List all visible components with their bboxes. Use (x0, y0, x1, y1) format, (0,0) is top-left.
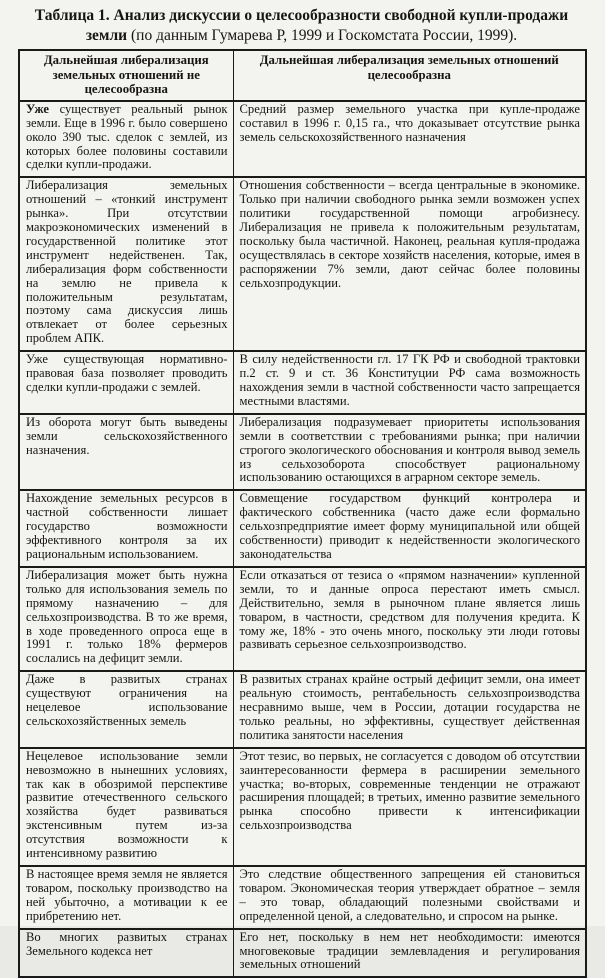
cell-against: Даже в развитых странах существуют ограничения на нецелевое использование сельскохозяйственных земель (19, 671, 233, 748)
table-row (19, 671, 586, 748)
table-row (19, 490, 586, 567)
cell-for: Средний размер земельного участка при купле-продаже составил в 1996 г. 0,15 га., что доказывает отсутствие рынка земель сельскохозяйственного назначения (233, 101, 586, 178)
cell-for: В развитых странах крайне острый дефицит земли, она имеет реальную стоимость, рентабельность сельхозпроизводства несравнимо выше, чем в России, дотации государства не только реальны, но эффективны, существует действенная политика занятости населения (233, 671, 586, 748)
cell-against: Во многих развитых странах Земельного кодекса нет (19, 929, 233, 978)
table-title (18, 6, 585, 46)
cell-against: В настоящее время земля не является товаром, поскольку производство на ней убыточно, а мотивации к ее прибретению нет. (19, 866, 233, 929)
cell-for: Либерализация подразумевает приоритеты использования земли в соответствии с требованиями рынка; при наличии строгого экологического обоснования и контроля вывод земель из сельхозоборота способствует рациональному использованию остающихся в аграрном секторе земель. (233, 414, 586, 491)
table-row (19, 177, 586, 351)
cell-for: Это следствие общественного запрещения ей становиться товаром. Экономическая теория утверждает обратное – земля – это товар, обладающий полезными свойствами и определенной ценой, а следовательно, и спросом на рынке. (233, 866, 586, 929)
cell-for: В силу недейственности гл. 17 ГК РФ и свободной трактовки п.2 ст. 9 и ст. 36 Конституции РФ сама возможность нахождения земли в частной собственности часто запрещается местными властями. (233, 351, 586, 414)
cell-for: Отношения собственности – всегда центральные в экономике. Только при наличии свободного рынка земли возможен успех политики государственной помощи агробизнесу. Либерализация не привела к положительным результатам, поскольку была частичной. Наконец, реальная купля-продажа осуществлялась в секторе хозяйств населения, которые, имея в распоряжении 7% земли, дают сейчас более половины сельхозпродукции. (233, 177, 586, 351)
analysis-table (18, 49, 587, 978)
table-title-source: (по данным Гумарева Р, 1999 и Госкомстата России, 1999). (127, 27, 518, 44)
header-cell-for: Дальнейшая либерализация земельных отношений целесообразна (233, 50, 586, 101)
header-row (19, 50, 586, 101)
table-row (19, 929, 586, 978)
table-row (19, 101, 586, 178)
cell-lead-bold: Уже (26, 101, 50, 116)
table-row (19, 866, 586, 929)
table-title-main: Таблица 1. Анализ дискуссии о целесообразности свободной купли-продажи земли (34, 7, 569, 44)
cell-against (19, 101, 233, 178)
cell-against: Либерализация земельных отношений – «тонкий инструмент рынка». При отсутствии макроэкономических изменений в государственной политике этот инструмент недейственен. Так, либерализация форм собственности на землю не привела к положительным результатам, поэтому сама дискуссия лишь отвлекает от более серьезных проблем АПК. (19, 177, 233, 351)
cell-against: Нецелевое использование земли невозможно в нынешних условиях, так как в обозримой перспективе развитие отечественного сельского хозяйства будет развиваться экстенсивным путем из-за отсутствия возможности к интенсивному развитию (19, 748, 233, 866)
cell-for: Если отказаться от тезиса о «прямом назначении» купленной земли, то и данные опроса перестают иметь смысл. Действительно, земля в рыночном плане является лишь товаром, в частности, средством для получения кредита. К тому же, 18% - это очень много, поскольку эти люди готовы развивать серьезное сельхозпроизводство. (233, 567, 586, 671)
table-row (19, 351, 586, 414)
table-row (19, 414, 586, 491)
cell-against: Из оборота могут быть выведены земли сельскохозяйственного назначения. (19, 414, 233, 491)
cell-for: Этот тезис, во первых, не согласуется с доводом об отсутствии заинтересованности фермера в расширении земельного участка; во-вторых, современные тенденции не отражают расширения площадей; в третьих, именно развитие земельного рынка способно привести к интенсификации сельхозпроизводства (233, 748, 586, 866)
cell-against: Нахождение земельных ресурсов в частной собственности лишает государство возможности эффективного контроля за их рациональным использованием. (19, 490, 233, 567)
table-row (19, 748, 586, 866)
table-row (19, 567, 586, 671)
cell-against: Уже существующая нормативно-правовая база позволяет проводить сделки купли-продажи с землей. (19, 351, 233, 414)
cell-for: Совмещение государством функций контролера и фактического собственника (часто даже если формально сельхозпредприятие имеет форму муниципальной или общей собственности) приводит к недейственности экологического законодательства (233, 490, 586, 567)
cell-text: существует реальный рынок земли. Еще в 1996 г. было совершено около 390 тыс. сделок с землей, из которых более половины составили сделки купли-продажи. (26, 101, 228, 172)
header-cell-against: Дальнейшая либерализация земельных отношений не целесообразна (19, 50, 233, 101)
cell-for: Его нет, поскольку в нем нет необходимости: имеются многовековые традиции землевладения и регулирования земельных отношений (233, 929, 586, 978)
cell-against: Либерализация может быть нужна только для использования земель по прямому назначению – для сельхозпроизводства. В то же время, в ходе проведенного опроса еще в 1991 г. только 18% фермеров сослались на дефицит земли. (19, 567, 233, 671)
